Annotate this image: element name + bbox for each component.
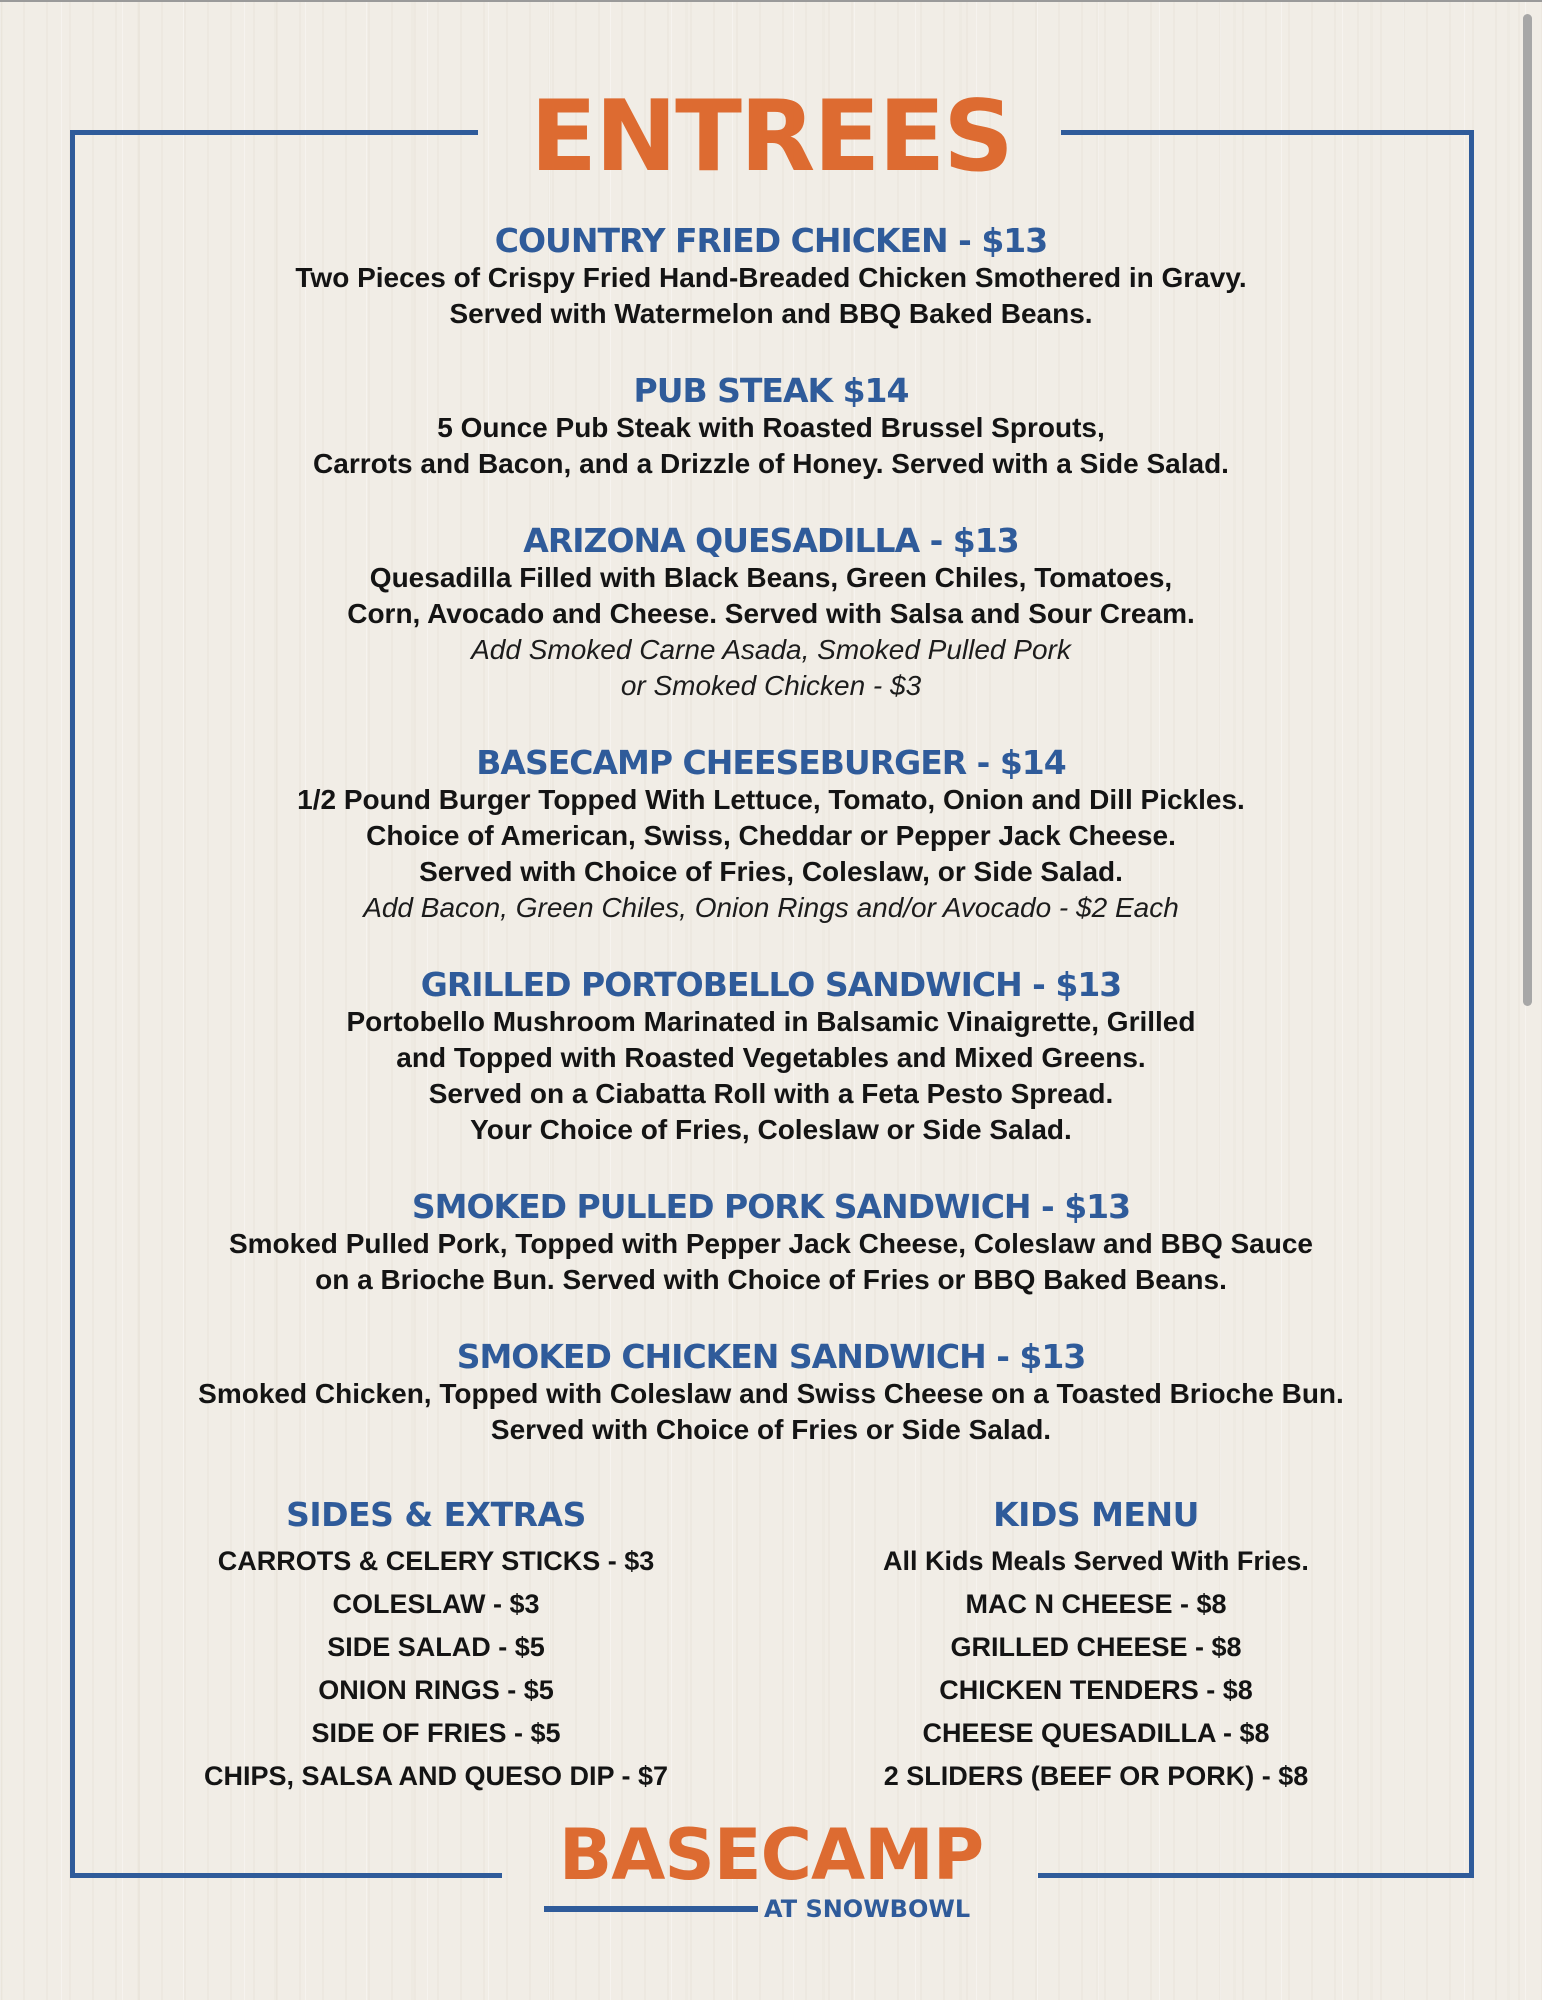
kids-item: GRILLED CHEESE - $8: [950, 1632, 1242, 1662]
sides-extras-section: [144, 1492, 728, 1798]
menu-entry: [100, 1188, 1442, 1298]
kids-list: [806, 1540, 1386, 1798]
sides-item: ONION RINGS - $5: [318, 1675, 554, 1705]
entry-heading: BASECAMP CHEESEBURGER - $14: [476, 743, 1066, 782]
menu-entry: [100, 522, 1442, 704]
entry-description-line: on a Brioche Bun. Served with Choice of Fries or BBQ Baked Beans.: [315, 1264, 1227, 1295]
entry-description-line: and Topped with Roasted Vegetables and Mixed Greens.: [396, 1042, 1146, 1073]
frame-right-line: [1469, 130, 1474, 1878]
sides-item: SIDE SALAD - $5: [327, 1632, 545, 1662]
sides-heading: SIDES & EXTRAS: [286, 1495, 586, 1534]
entry-heading: SMOKED PULLED PORK SANDWICH - $13: [411, 1187, 1131, 1226]
entry-heading: GRILLED PORTOBELLO SANDWICH - $13: [420, 965, 1122, 1004]
menu-entry: [100, 372, 1442, 482]
entry-heading: PUB STEAK $14: [633, 371, 909, 410]
vertical-scrollbar[interactable]: [1518, 6, 1538, 2000]
entry-heading: COUNTRY FRIED CHICKEN - $13: [494, 221, 1048, 260]
menu-entry: [100, 966, 1442, 1148]
page-title: ENTREES: [530, 80, 1012, 194]
entry-description-line: Choice of American, Swiss, Cheddar or Pepper Jack Cheese.: [366, 820, 1176, 851]
entry-description-line: Portobello Mushroom Marinated in Balsamic Vinaigrette, Grilled: [346, 1006, 1196, 1037]
entry-description-line: Smoked Chicken, Topped with Coleslaw and Swiss Cheese on a Toasted Brioche Bun.: [198, 1378, 1344, 1409]
sides-list: [144, 1540, 728, 1798]
entry-addon-line: Add Bacon, Green Chiles, Onion Rings and/or Avocado - $2 Each: [363, 892, 1179, 923]
kids-item: CHEESE QUESADILLA - $8: [922, 1718, 1270, 1748]
kids-item: 2 SLIDERS (BEEF OR PORK) - $8: [883, 1761, 1309, 1791]
scrollbar-thumb[interactable]: [1523, 14, 1532, 1006]
frame-left-line: [70, 130, 75, 1878]
sides-item: COLESLAW - $3: [332, 1589, 540, 1619]
kids-item: CHICKEN TENDERS - $8: [939, 1675, 1253, 1705]
entry-description-line: Two Pieces of Crispy Fried Hand-Breaded Chicken Smothered in Gravy.: [295, 262, 1247, 293]
entry-description-line: 1/2 Pound Burger Topped With Lettuce, Tomato, Onion and Dill Pickles.: [297, 784, 1245, 815]
kids-item: MAC N CHEESE - $8: [965, 1589, 1227, 1619]
logo-subtitle: AT SNOWBOWL: [764, 1895, 971, 1923]
sides-item: CARROTS & CELERY STICKS - $3: [217, 1546, 655, 1576]
entrees-list: [100, 222, 1442, 1488]
entry-description-line: Smoked Pulled Pork, Topped with Pepper Jack Cheese, Coleslaw and BBQ Sauce: [228, 1228, 1313, 1259]
basecamp-logo: BASECAMP: [558, 1814, 984, 1896]
entry-heading: SMOKED CHICKEN SANDWICH - $13: [456, 1337, 1086, 1376]
entry-description-line: Served with Choice of Fries or Side Salad.: [490, 1414, 1052, 1445]
entry-description-line: Corn, Avocado and Cheese. Served with Salsa and Sour Cream.: [347, 598, 1195, 629]
entry-addon-line: Add Smoked Carne Asada, Smoked Pulled Pork: [471, 634, 1071, 665]
entry-heading: ARIZONA QUESADILLA - $13: [523, 521, 1019, 560]
window-top-edge: [0, 0, 1542, 2]
entry-description-line: Served with Watermelon and BBQ Baked Beans.: [449, 298, 1093, 329]
entry-description-line: 5 Ounce Pub Steak with Roasted Brussel Sprouts,: [437, 412, 1105, 443]
entry-description-line: Served on a Ciabatta Roll with a Feta Pesto Spread.: [428, 1078, 1114, 1109]
entry-description-line: Carrots and Bacon, and a Drizzle of Honey. Served with a Side Salad.: [313, 448, 1229, 479]
sides-item: CHIPS, SALSA AND QUESO DIP - $7: [203, 1761, 669, 1791]
entry-description-line: Served with Choice of Fries, Coleslaw, or Side Salad.: [419, 856, 1123, 887]
entry-description-line: Your Choice of Fries, Coleslaw or Side Salad.: [470, 1114, 1072, 1145]
logo-underline: [544, 1906, 758, 1912]
menu-entry: [100, 744, 1442, 926]
menu-entry: [100, 1338, 1442, 1448]
entry-addon-line: or Smoked Chicken - $3: [620, 670, 922, 701]
kids-heading: KIDS MENU: [993, 1495, 1199, 1534]
sides-item: SIDE OF FRIES - $5: [311, 1718, 561, 1748]
entry-description-line: Quesadilla Filled with Black Beans, Green Chiles, Tomatoes,: [369, 562, 1173, 593]
kids-item: All Kids Meals Served With Fries.: [883, 1546, 1309, 1576]
kids-menu-section: [806, 1492, 1386, 1798]
menu-entry: [100, 222, 1442, 332]
